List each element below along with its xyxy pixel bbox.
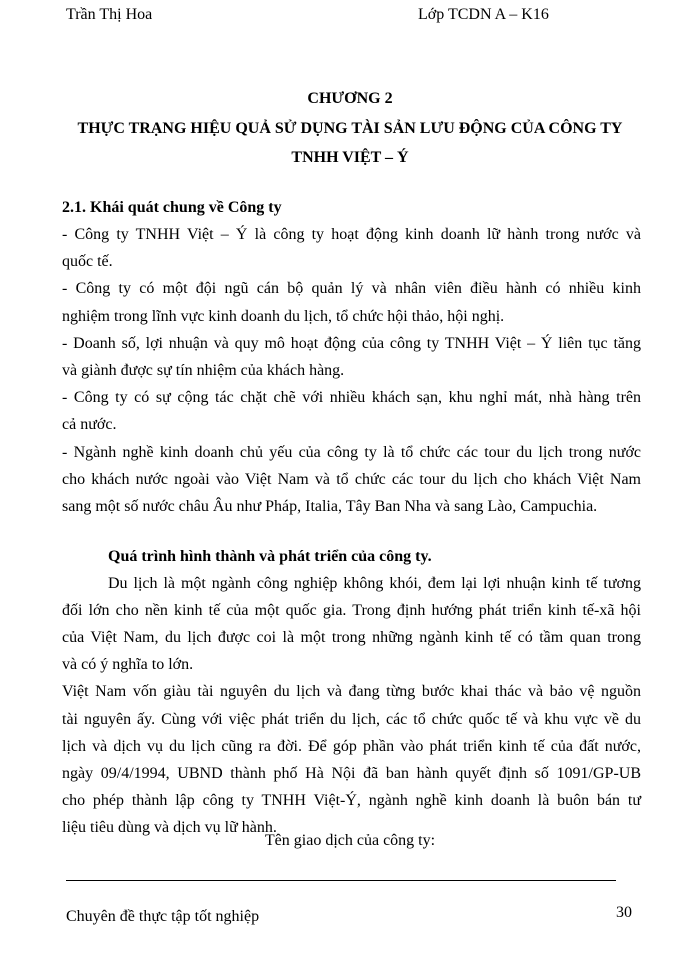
text-line: Việt Nam vốn giàu tài nguyên du lịch và đang từng bước khai thác và bảo vệ nguồn [62, 683, 641, 701]
chapter-title-line-2: TNHH VIỆT – Ý [291, 149, 409, 166]
text-line: tài nguyên ấy. Cùng với việc phát triển du lịch, các tổ chức quốc tế và khu vực về du [62, 710, 641, 728]
text-line: - Doanh số, lợi nhuận và quy mô hoạt động của công ty TNHH Việt – Ý liên tục tăng [62, 334, 641, 352]
text-line: và có ý nghĩa to lớn. [62, 656, 194, 674]
page-number: 30 [616, 904, 632, 921]
text-line: đối lớn cho nền kinh tế của một quốc gia. Trong định hướng phát triển kinh tế-xã hội [62, 602, 641, 620]
text-line: ngày 09/4/1994, UBND thành phố Hà Nội đã ban hành quyết định số 1091/GP-UB [62, 764, 641, 782]
text-line: của Việt Nam, du lịch được coi là một trong những ngành kinh tế có tầm quan trong [62, 629, 641, 647]
text-line: lịch và dịch vụ du lịch cũng ra đời. Để góp phần vào phát triển kinh tế của đất nước, [62, 737, 641, 755]
text-line: Du lịch là một ngành công nghiệp không khói, đem lại lợi nhuận kinh tế tương [108, 575, 641, 592]
footer-title: Chuyên đề thực tập tốt nghiệp [66, 908, 260, 925]
header-author: Trần Thị Hoa [66, 6, 153, 23]
text-line: cả nước. [62, 416, 117, 434]
text-line: cho phép thành lập công ty TNHH Việt-Ý, ngành nghề kinh doanh là buôn bán tư [62, 791, 641, 809]
text-line: - Công ty TNHH Việt – Ý là công ty hoạt động kinh doanh lữ hành trong nước và [62, 226, 641, 243]
text-line: - Công ty có một đội ngũ cán bộ quản lý và nhân viên điều hành có nhiều kinh [62, 280, 641, 298]
text-line: quốc tế. [62, 253, 113, 271]
text-line: nghiệm trong lĩnh vực kinh doanh du lịch, tổ chức hội thảo, hội nghị. [62, 307, 505, 325]
trade-name-label: Tên giao dịch của công ty: [264, 832, 436, 849]
text-line: và giành được sự tín nhiệm của khách hàng. [62, 362, 345, 379]
subsection-heading: Quá trình hình thành và phát triển của công ty. [108, 548, 432, 565]
text-line: liệu tiêu dùng và dịch vụ lữ hành. [62, 818, 277, 836]
section-heading: 2.1. Khái quát chung về Công ty [62, 199, 282, 216]
text-line: - Công ty có sự cộng tác chặt chẽ với nhiều khách sạn, khu nghỉ mát, nhà hàng trên [62, 389, 641, 407]
header-class: Lớp TCDN A – K16 [418, 6, 549, 23]
text-line: sang một số nước châu Âu như Pháp, Italia, Tây Ban Nha và sang Lào, Campuchia. [62, 498, 598, 515]
chapter-title-line-1: THỰC TRẠNG HIỆU QUẢ SỬ DỤNG TÀI SẢN LƯU ĐỘNG CỦA CÔNG TY [77, 120, 623, 137]
text-line: - Ngành nghề kinh doanh chủ yếu của công ty là tổ chức các tour du lịch trong nước [62, 443, 641, 461]
text-line: cho khách nước ngoài vào Việt Nam và tổ chức các tour du lịch cho khách Việt Nam [62, 470, 641, 488]
footer-divider [66, 880, 616, 881]
chapter-number: CHƯƠNG 2 [307, 90, 393, 107]
